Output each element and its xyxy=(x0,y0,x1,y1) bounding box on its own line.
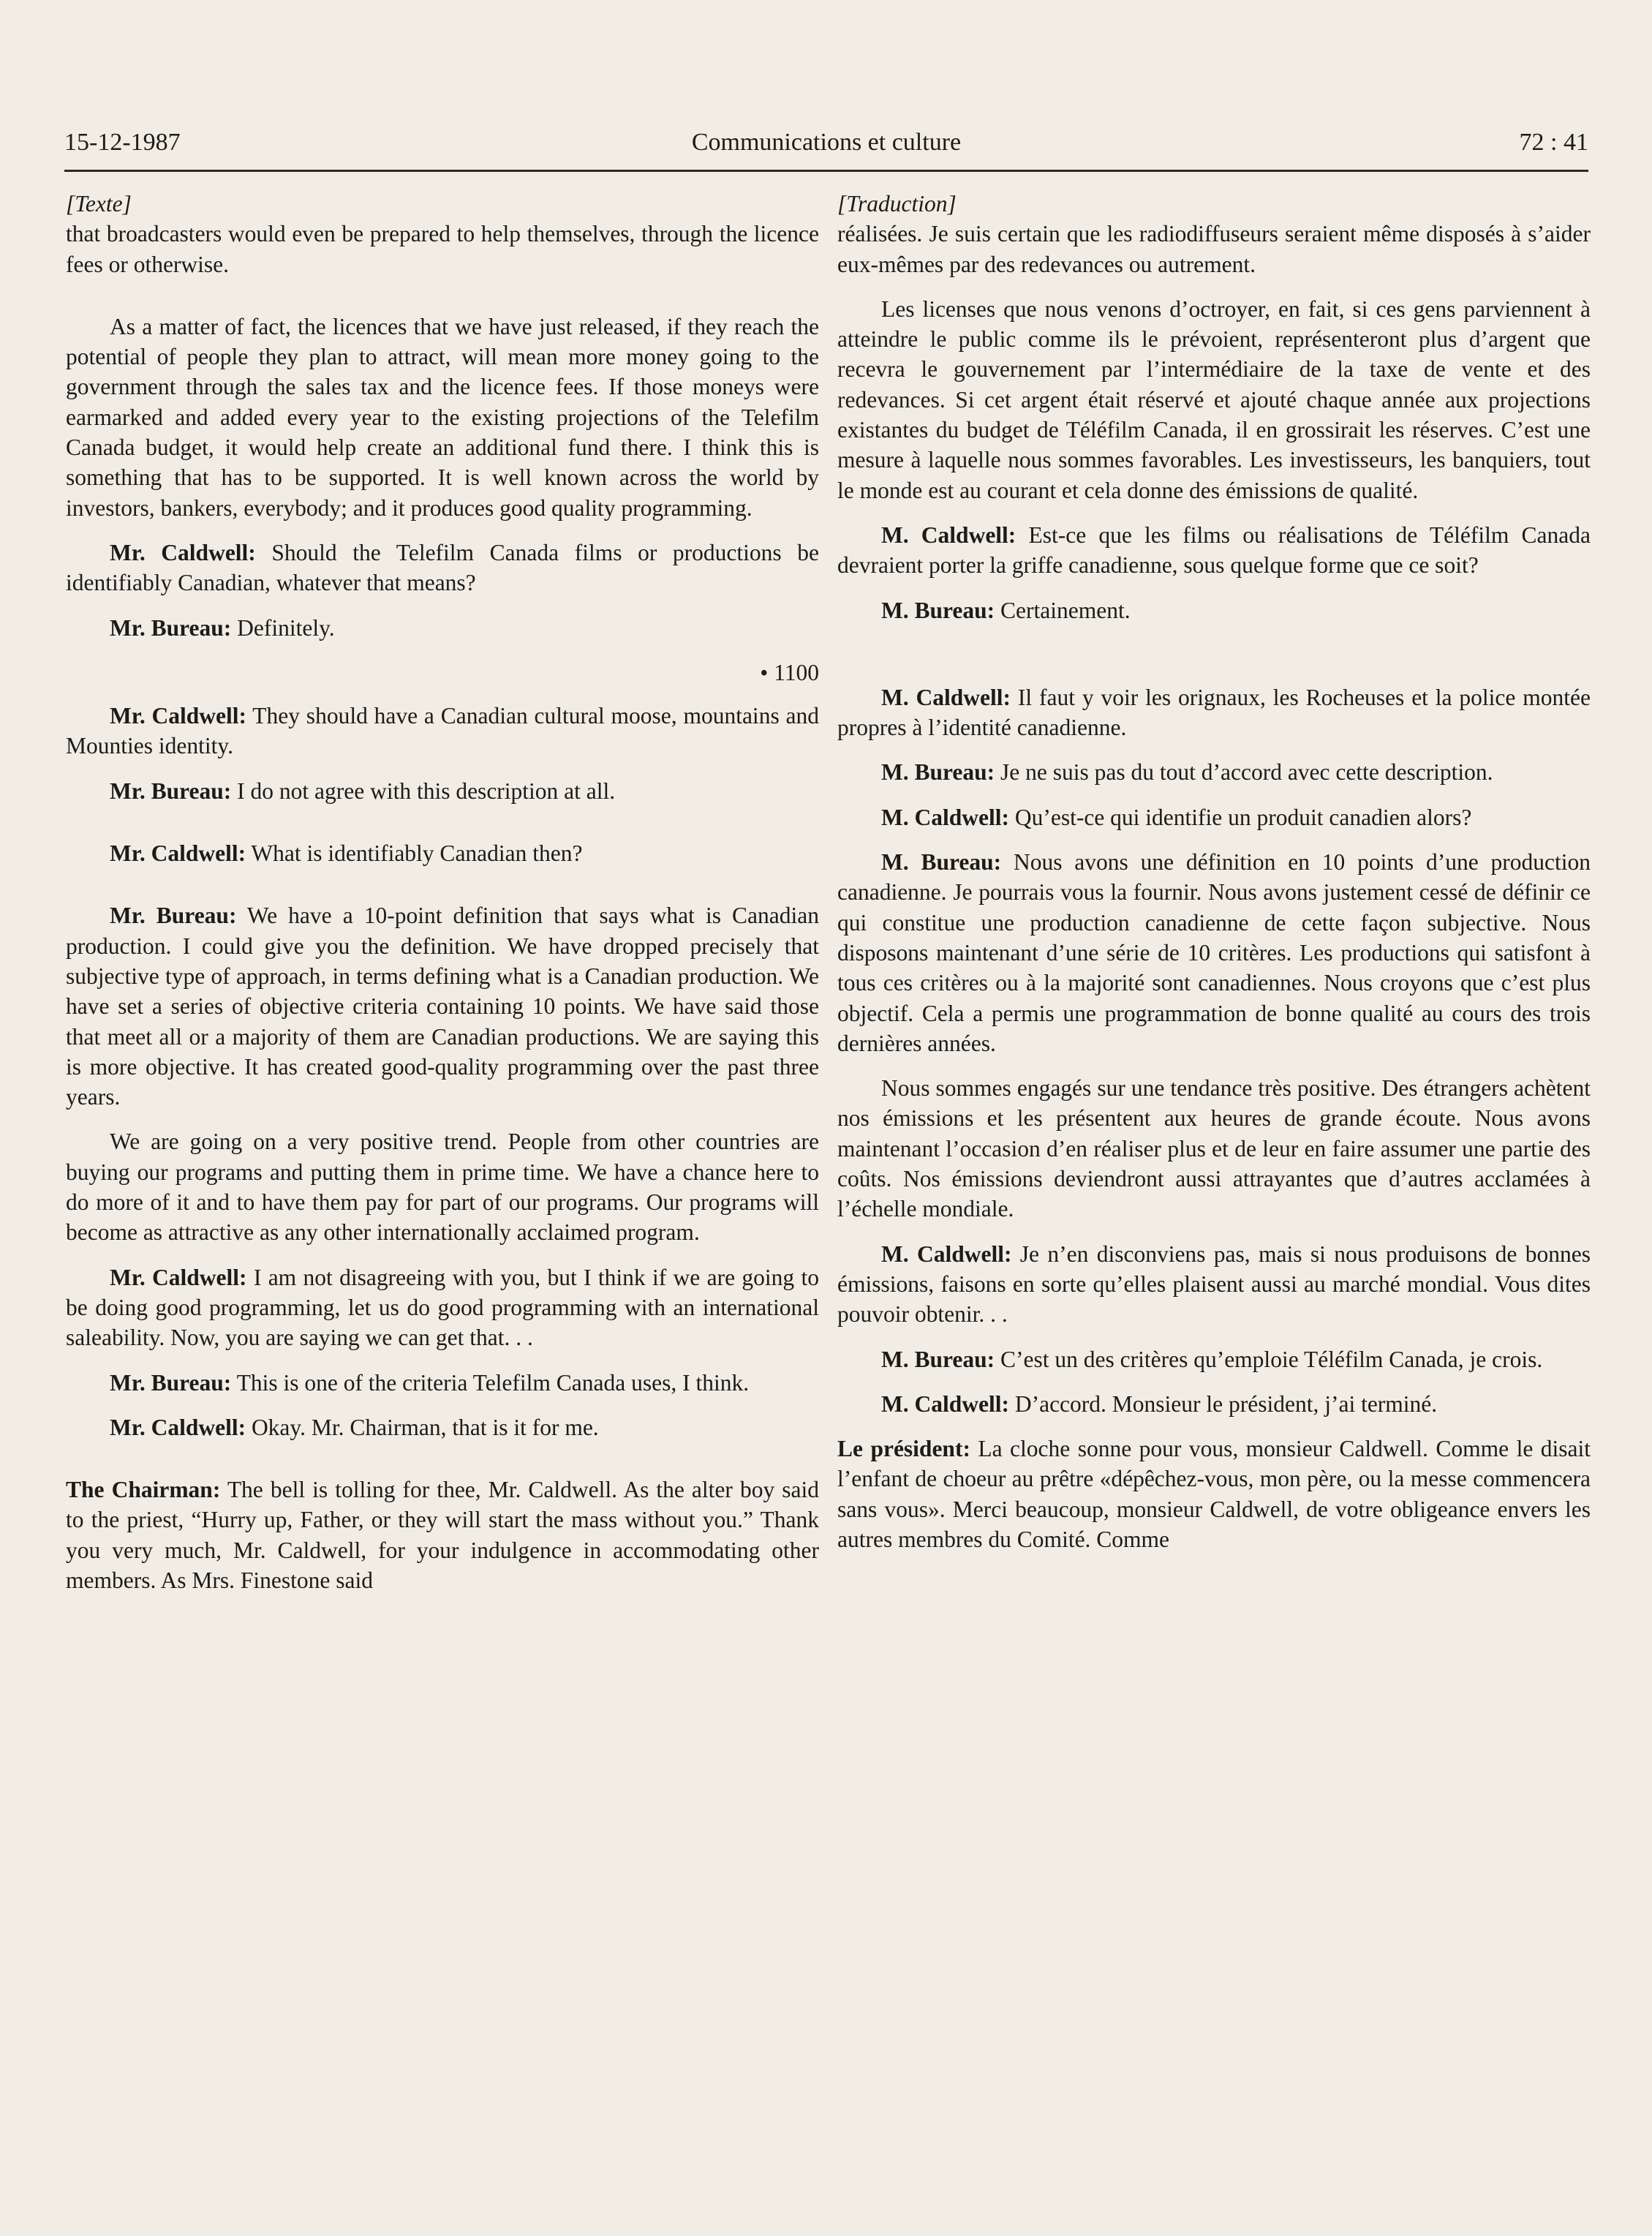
speech-paragraph xyxy=(66,701,819,761)
speech-paragraph xyxy=(837,1239,1591,1330)
speech-text: Je n’en disconviens pas, mais si nous produisons de bonnes émissions, faisons en sorte qu’elles plaisent aussi au marché mondial. Vous dites pouvoir obtenir. . . xyxy=(837,1241,1591,1328)
speech-text: Qu’est-ce qui identifie un produit canadien alors? xyxy=(1008,804,1472,830)
header-page-number: 72 : 41 xyxy=(1519,129,1588,156)
speech-paragraph xyxy=(66,900,819,1112)
speech-paragraph xyxy=(837,520,1591,581)
paragraph: Nous sommes engagés sur une tendance très positive. Des étrangers achètent nos émissions et les présentent aux heures de grande écoute. Nous avons maintenant l’occasion d’en réaliser plus et de leur en faire assumer une partie des coûts. Nos émissions deviendront aussi attrayantes que d’autres acclamées à l’échelle mondiale. xyxy=(837,1075,1591,1222)
paragraph: réalisées. Je suis certain que les radiodiffuseurs seraient même disposés à s’aider eux-mêmes par des redevances ou autrement. xyxy=(837,221,1591,277)
speaker-name: M. Bureau: xyxy=(881,759,995,786)
speech-paragraph xyxy=(66,613,819,643)
speech-text: Je ne suis pas du tout d’accord avec cette description. xyxy=(995,759,1493,786)
speech-paragraph xyxy=(66,538,819,598)
speech-paragraph xyxy=(66,1475,819,1595)
speaker-name: M. Caldwell: xyxy=(881,522,1017,548)
speech-paragraph xyxy=(837,1389,1591,1419)
right-column-french xyxy=(837,189,1591,1569)
section-tag: [Texte] xyxy=(66,191,132,217)
speaker-name: M. Caldwell: xyxy=(881,1390,1009,1417)
speech-text: I do not agree with this description at all. xyxy=(231,778,616,804)
speech-text: The bell is tolling for thee, Mr. Caldwell. As the alter boy said to the priest, “Hurry up, Father, or they will start the mass without you.” Thank you very much, Mr. Caldwell, for your indulgence in accommodating other members. As Mrs. Finestone said xyxy=(66,1477,819,1593)
speaker-name: The Chairman: xyxy=(66,1477,221,1503)
speaker-name: Mr. Caldwell: xyxy=(110,703,247,729)
speech-text: They should have a Canadian cultural moose, mountains and Mounties identity. xyxy=(66,703,819,759)
speech-paragraph xyxy=(66,776,819,806)
speech-paragraph xyxy=(837,595,1591,625)
paragraph: that broadcasters would even be prepared to help themselves, through the licence fees or otherwise. xyxy=(66,221,819,277)
speech-text: Est-ce que les films ou réalisations de Téléfilm Canada devraient porter la griffe canadienne, sous quelque forme que ce soit? xyxy=(837,522,1591,579)
speaker-name: M. Caldwell: xyxy=(881,684,1011,710)
speaker-name: Mr. Caldwell: xyxy=(110,539,256,565)
paragraph: As a matter of fact, the licences that we have just released, if they reach the potential of people they plan to attract, will mean more money going to the government through the sales tax and the licence fees. If those moneys were earmarked and added every year to the existing projections of the Telefilm Canada budget, it would help create an additional fund there. I think this is something that has to be supported. It is well known across the world by investors, bankers, everybody; and it produces good quality programming. xyxy=(66,313,819,521)
speech-text: Should the Telefilm Canada films or productions be identifiably Canadian, whatever that means? xyxy=(66,539,819,596)
section-tag: [Traduction] xyxy=(837,191,957,217)
speech-text: Il faut y voir les orignaux, les Rocheuses et la police montée propres à l’identité canadienne. xyxy=(837,684,1591,741)
speech-paragraph xyxy=(837,1344,1591,1374)
speaker-name: Mr. Bureau: xyxy=(110,1369,232,1396)
speech-text: This is one of the criteria Telefilm Canada uses, I think. xyxy=(231,1369,750,1396)
page-header xyxy=(64,124,1588,172)
speech-text: Definitely. xyxy=(231,614,335,641)
time-marker: • 1100 xyxy=(760,659,819,685)
speaker-name: Mr. Bureau: xyxy=(110,903,237,929)
header-title: Communications et culture xyxy=(691,129,962,156)
paragraph: We are going on a very positive trend. People from other countries are buying our programs and putting them in prime time. We have a chance here to do more of it and to have them pay for part of our programs. Our programs will become as attractive as any other internationally acclaimed program. xyxy=(66,1129,819,1246)
speaker-name: Mr. Caldwell: xyxy=(110,1414,246,1440)
speech-text: C’est un des critères qu’emploie Téléfilm Canada, je crois. xyxy=(995,1346,1543,1372)
speech-paragraph xyxy=(837,847,1591,1058)
speech-text: I am not disagreeing with you, but I think if we are going to be doing good programming, let us do good programming with an international saleability. Now, you are saying we can get that. . . xyxy=(66,1264,820,1351)
speech-text: La cloche sonne pour vous, monsieur Caldwell. Comme le disait l’enfant de choeur au prêtre «dépêchez-vous, mon père, ou la messe commencera sans vous». Merci beaucoup, monsieur Caldwell, de votre obligeance envers les autres membres du Comité. Comme xyxy=(837,1436,1591,1552)
speech-paragraph xyxy=(66,838,819,868)
speaker-name: M. Caldwell: xyxy=(881,804,1009,830)
speech-paragraph xyxy=(837,802,1591,832)
speaker-name: Le président: xyxy=(837,1436,970,1462)
speech-text: Nous avons une définition en 10 points d’une production canadienne. Je pourrais vous la fournir. Nous avons justement cessé de définir ce qui constitue une production canadienne de cette façon subjective. Nous disposons maintenant d’une série de 10 critères. Les productions qui satisfont à tous ces critères ou à la majorité sont canadiennes. Nous croyons que c’est plus objectif. Cela a permis une programmation de bonne qualité au cours des trois dernières années. xyxy=(837,849,1591,1056)
speaker-name: Mr. Bureau: xyxy=(110,778,232,804)
header-date: 15-12-1987 xyxy=(64,129,181,156)
speaker-name: M. Bureau: xyxy=(881,849,1002,876)
speech-paragraph xyxy=(837,1434,1591,1554)
speech-text: What is identifiably Canadian then? xyxy=(246,840,583,867)
speaker-name: M. Caldwell: xyxy=(881,1241,1012,1267)
speaker-name: Mr. Caldwell: xyxy=(110,840,246,867)
speech-text: D’accord. Monsieur le président, j’ai terminé. xyxy=(1008,1390,1438,1417)
speech-paragraph xyxy=(837,682,1591,743)
speech-text: Certainement. xyxy=(995,597,1131,623)
paragraph: Les licenses que nous venons d’octroyer, en fait, si ces gens parviennent à atteindre le public comme ils le prévoient, représenteront plus d’argent que recevra le gouvernement par l’intermédiaire de la taxe de vente et des redevances. Si cet argent était réservé et ajouté chaque année aux projections existantes du budget de Téléfilm Canada, il en grossirait les réserves. C’est une mesure à laquelle nous sommes favorables. Les investisseurs, les banquiers, tout le monde est au courant et cela donne des émissions de qualité. xyxy=(837,296,1591,503)
speech-text: We have a 10-point definition that says what is Canadian production. I could give you the definition. We have dropped precisely that subjective type of approach, in terms defining what is a Canadian production. We have set a series of objective criteria containing 10 points. We have said those that meet all or a majority of them are Canadian productions. We are saying this is more objective. It has created good-quality programming over the past three years. xyxy=(66,903,819,1110)
speech-paragraph xyxy=(66,1412,819,1442)
speech-text: Okay. Mr. Chairman, that is it for me. xyxy=(246,1414,599,1440)
speech-paragraph xyxy=(66,1368,819,1398)
speaker-name: Mr. Bureau: xyxy=(110,614,232,641)
left-column-english xyxy=(66,189,819,1610)
speaker-name: M. Bureau: xyxy=(881,597,995,623)
speech-paragraph xyxy=(837,757,1591,787)
speech-paragraph xyxy=(66,1262,819,1353)
speaker-name: M. Bureau: xyxy=(881,1346,995,1372)
speaker-name: Mr. Caldwell: xyxy=(110,1264,247,1290)
